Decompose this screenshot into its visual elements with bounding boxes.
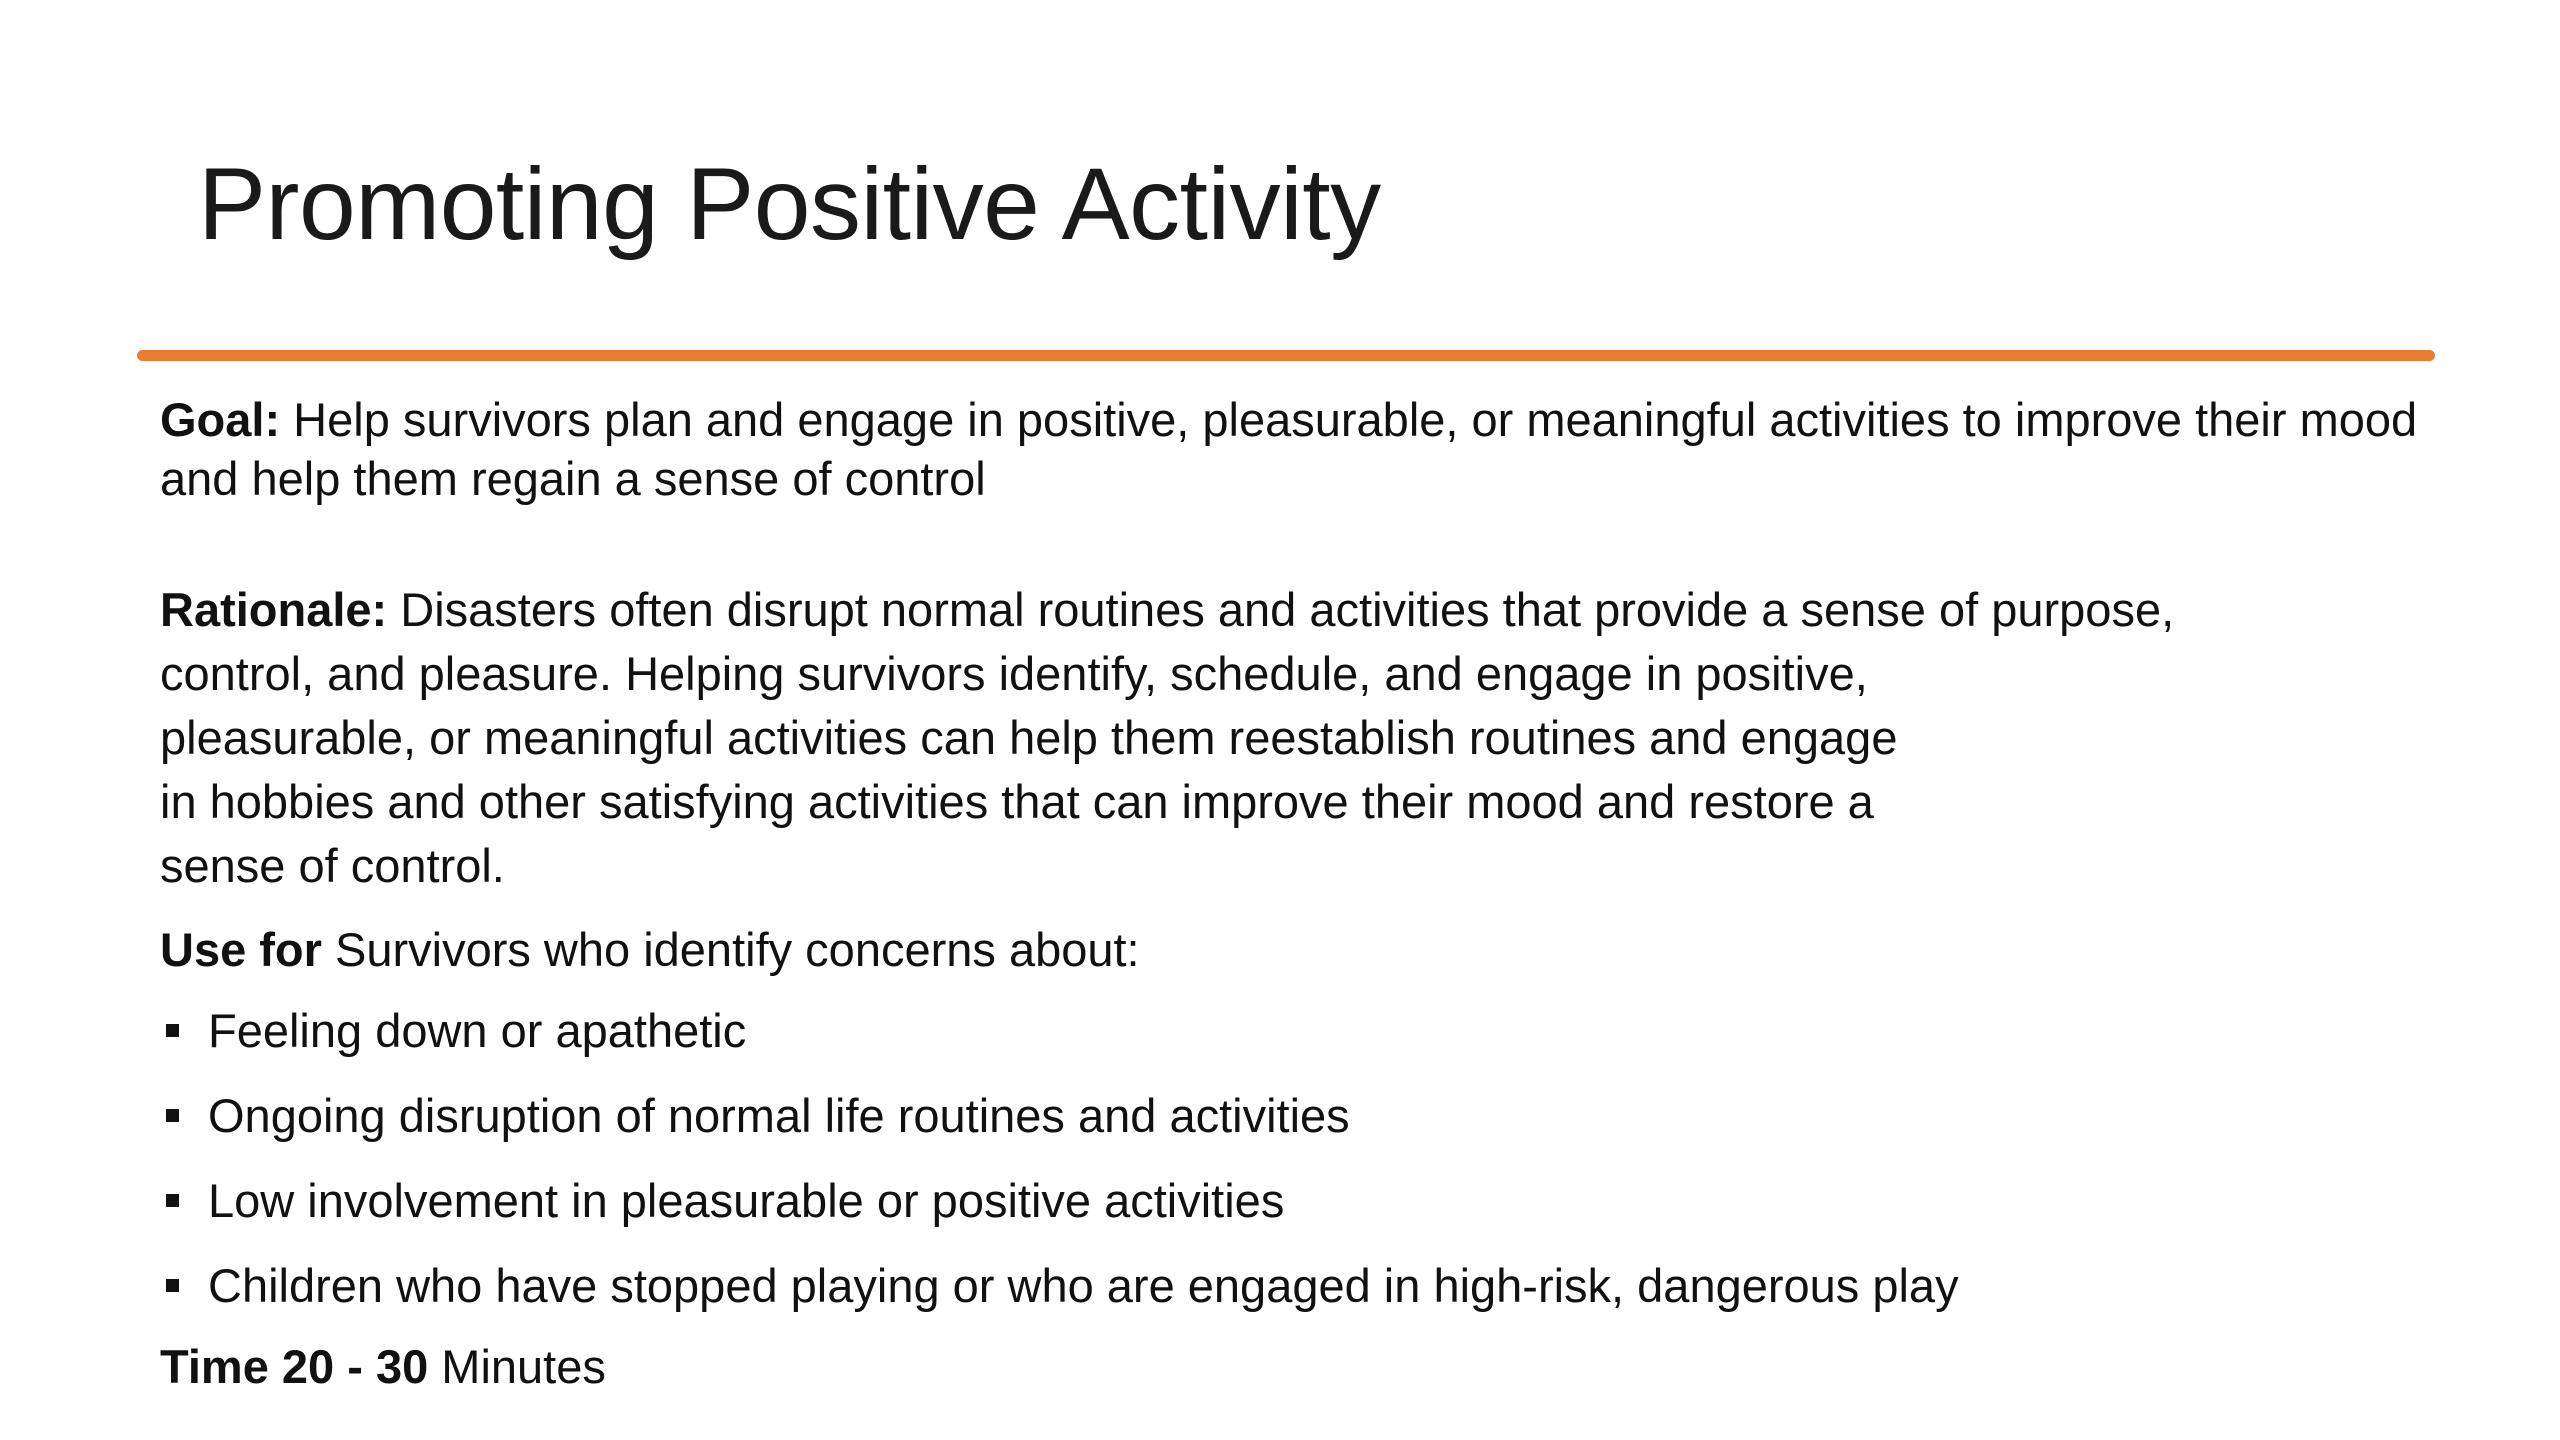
time-paragraph (160, 1337, 2420, 1396)
square-bullet-icon (166, 1109, 179, 1122)
rationale-text: Disasters often disrupt normal routines and activities that provide a sense of purpose, (387, 583, 2175, 636)
concerns-list (160, 1001, 2420, 1315)
list-item (160, 1086, 2420, 1145)
slide-body (160, 390, 2420, 1396)
slide-title: Promoting Positive Activity (198, 147, 1381, 261)
use-for-paragraph (160, 920, 2420, 979)
time-text: Minutes (428, 1340, 606, 1393)
list-item (160, 1171, 2420, 1230)
goal-paragraph (160, 390, 2420, 508)
rationale-paragraph (160, 578, 2310, 898)
use-for-text: Survivors who identify concerns about: (321, 923, 1140, 976)
goal-label: Goal: (160, 393, 281, 446)
square-bullet-icon (166, 1279, 179, 1292)
list-item-text: Ongoing disruption of normal life routines and activities (208, 1089, 1350, 1142)
rationale-line: pleasurable, or meaningful activities can help them reestablish routines and engage (160, 711, 1898, 764)
time-label: Time 20 - 30 (160, 1340, 429, 1393)
rationale-line (160, 578, 2310, 642)
use-for-label: Use for (160, 923, 322, 976)
list-item-text: Low involvement in pleasurable or positive activities (208, 1174, 1285, 1227)
square-bullet-icon (166, 1024, 179, 1037)
square-bullet-icon (166, 1194, 179, 1207)
list-item (160, 1256, 2420, 1315)
list-item (160, 1001, 2420, 1060)
list-item-text: Children who have stopped playing or who are engaged in high-risk, dangerous play (208, 1259, 1959, 1312)
list-item-text: Feeling down or apathetic (208, 1004, 747, 1057)
rationale-line: in hobbies and other satisfying activities that can improve their mood and restore a (160, 775, 1874, 828)
goal-text: Help survivors plan and engage in positive, pleasurable, or meaningful activities to improve their mood and help them regain a sense of control (160, 393, 2418, 505)
rationale-label: Rationale: (160, 583, 388, 636)
rationale-line: control, and pleasure. Helping survivors identify, schedule, and engage in positive, (160, 647, 1868, 700)
title-divider (137, 350, 2435, 361)
rationale-line: sense of control. (160, 839, 505, 892)
